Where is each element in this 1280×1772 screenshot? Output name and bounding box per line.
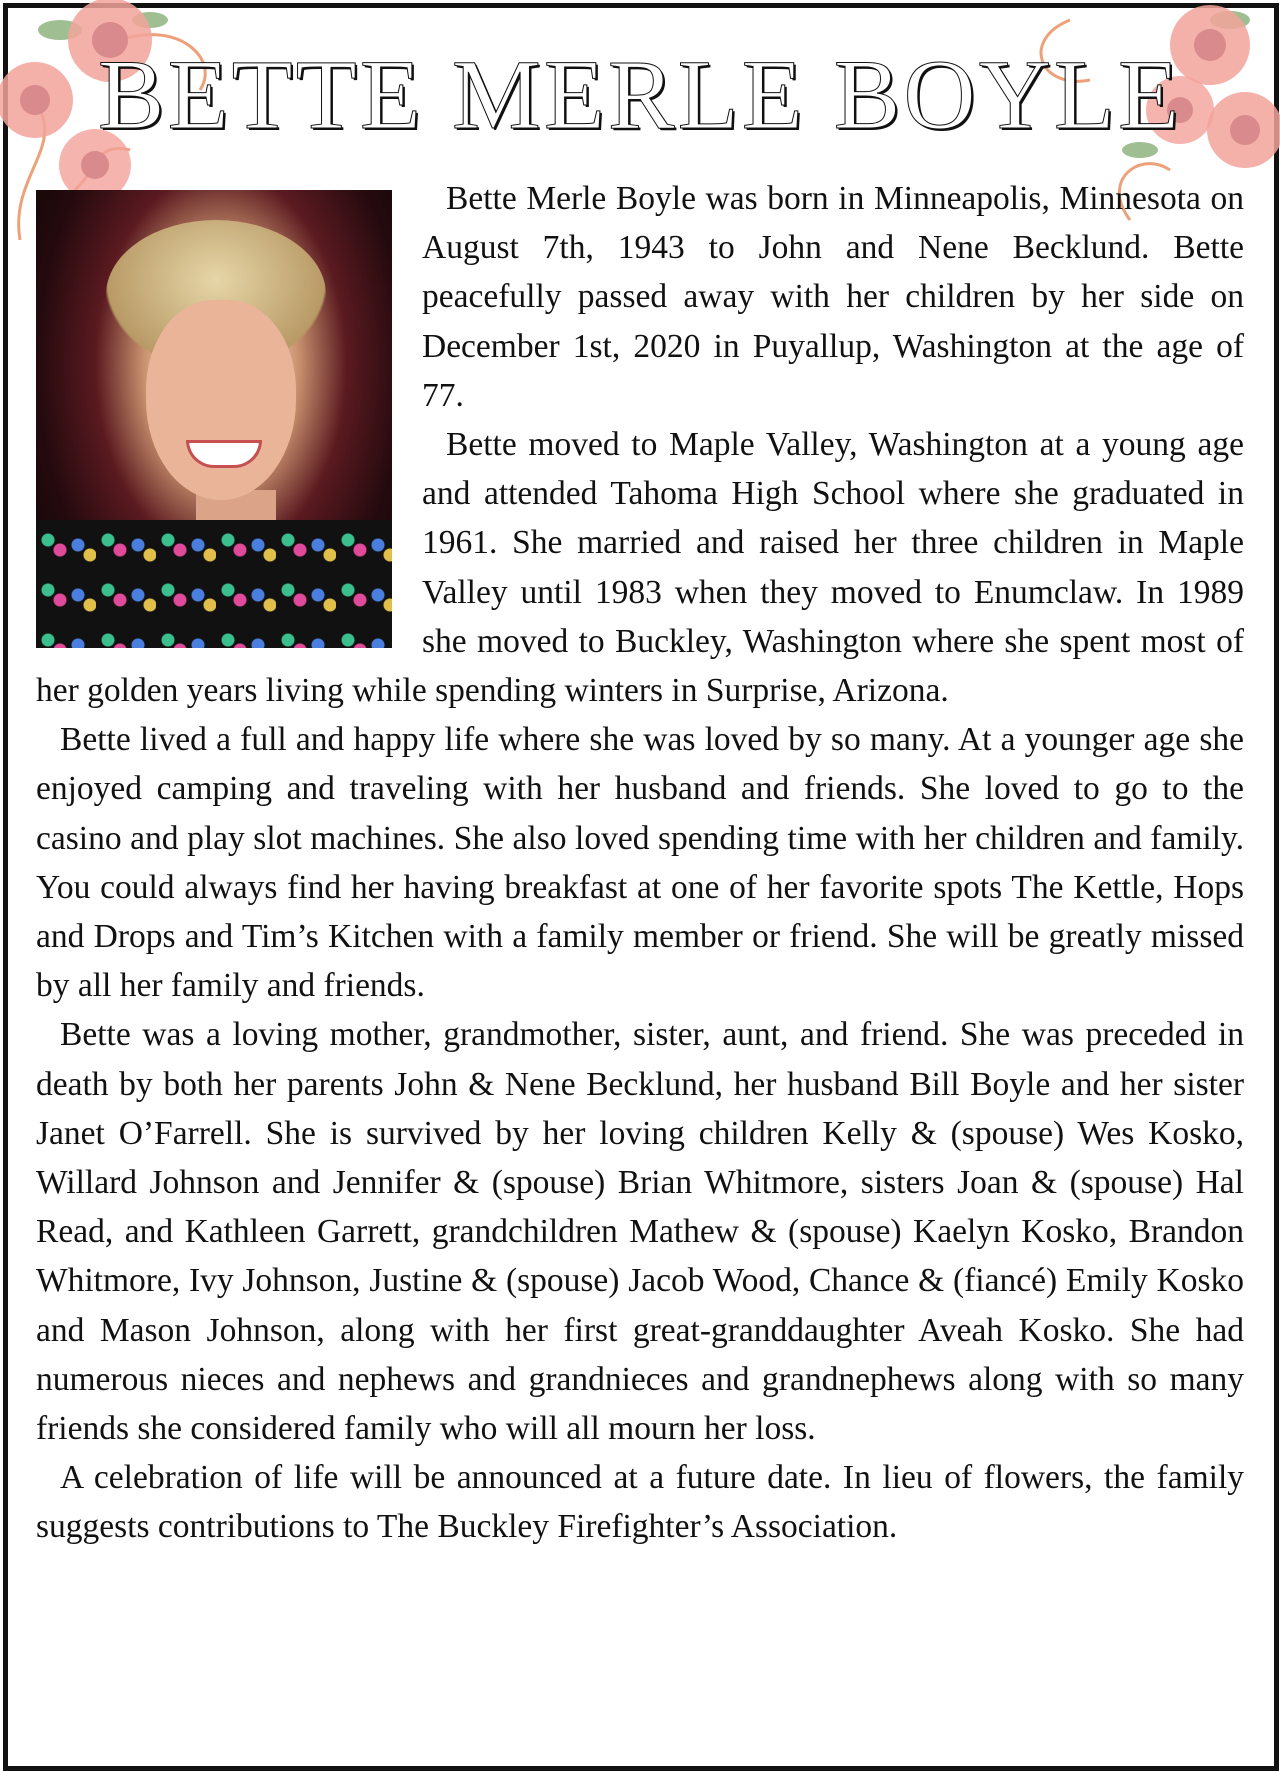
paragraph-birth: Bette Merle Boyle was born in Minneapolis, Minnesota on August 7th, 1943 to John and Nene Becklund. Bette peacefully passed away with her children by her side on December 1st, 2020 in Puyallup, Washington at the age of 77. (422, 180, 1244, 414)
paragraph-hobbies: Bette lived a full and happy life where she was loved by so many. At a younger age she enjoyed camping and traveling with her husband and friends. She loved to go to the casino and play slot machines. She also loved spending time with her children and family. You could always find her having breakfast at one of her favorite spots The Kettle, Hops and Drops and Tim’s Kitchen with a family member or friend. She will be greatly missed by all her family and friends. (36, 721, 1244, 1005)
paragraph-life-places: Bette moved to Maple Valley, Washington at a young age and attended Tahoma High School where she graduated in 1961. She married and raised her three children in Maple Valley until 1983 when they moved to Enumclaw. In 1989 she moved to Buckley, Washington where she spent most of her golden years living while spending winters in Surprise, Arizona. (36, 426, 1244, 710)
obituary-title: BETTE MERLE BOYLE (97, 39, 1183, 150)
paragraph-celebration: A celebration of life will be announced at a future date. In lieu of flowers, the family suggests contributions to The Buckley Firefighter’s Association. (36, 1459, 1244, 1546)
obituary-body (36, 174, 1244, 1552)
paragraph-family: Bette was a loving mother, grandmother, sister, aunt, and friend. She was preceded in death by both her parents John & Nene Becklund, her husband Bill Boyle and her sister Janet O’Farrell. She is survived by her loving children Kelly & (spouse) Wes Kosko, Willard Johnson and Jennifer & (spouse) Brian Whitmore, sisters Joan & (spouse) Hal Read, and Kathleen Garrett, grandchildren Mathew & (spouse) Kaelyn Kosko, Brandon Whitmore, Ivy Johnson, Justine & (spouse) Jacob Wood, Chance & (fiancé) Emily Kosko and Mason Johnson, along with her first great-granddaughter Aveah Kosko. She had numerous nieces and nephews and grandnieces and grandnephews along with so many friends she considered family who will all mourn her loss. (36, 1016, 1244, 1448)
portrait-photo (36, 190, 392, 648)
